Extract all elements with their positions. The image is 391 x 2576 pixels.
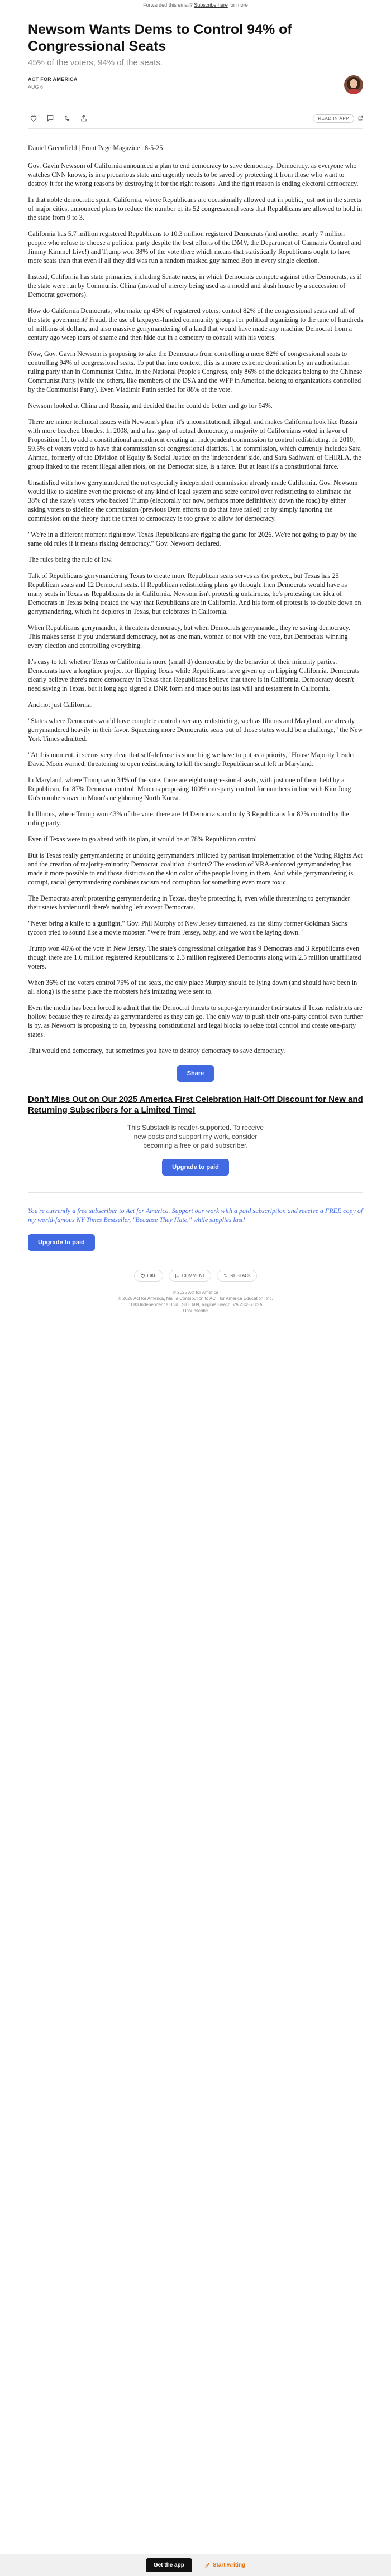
- article-paragraph: The Democrats aren't protesting gerrymandering in Texas, they're protecting it, even while threatening to gerrymander their states harder until there's nothing left except Democrats.: [28, 894, 350, 911]
- email-body: [28, 21, 363, 1314]
- forward-banner: [0, 0, 391, 12]
- legal-line: © 2025 Act for America, Mail a Contribution to ACT for America Education, Inc.: [118, 1296, 273, 1301]
- article-paragraph: When 36% of the voters control 75% of the seats, the only place Murphy should be lying down (and should have been in all along) is the same place the mobsters he's imitating were sent to.: [28, 979, 357, 995]
- get-the-app-button[interactable]: Get the app: [146, 2558, 192, 2572]
- article-paragraph: And not just California.: [28, 701, 93, 709]
- heart-icon: [140, 1273, 145, 1278]
- share-button[interactable]: Share: [177, 1065, 214, 1082]
- article-paragraph: "Never bring a knife to a gunfight," Gov. Phil Murphy of New Jersey threatened, as the slimy former Goldman Sachs tycoon tried to sound like a movie mobster. "We're from Jersey, baby, and we won't be laying down.": [28, 919, 347, 936]
- article-paragraph: There are minor technical issues with Newsom's plan: it's unconstitutional, illegal, and makes California look like Russia with more beached blondes. In 2008, and a last gasp of actual democracy, a majority of Californians voted in favor of Proposition 11, to add a constitutional amendment creating an independent commission to control redistricting. In 2010, 59.5% of voters voted to have that commission set congressional districts. The commission, which currently includes Sara Ahmad, formerly of the Division of Equity & Social Justice on the 'independent' side, and Sara Sadhwani of CHIRLA, the group linked to the recent illegal alien riots, on the Democrat side, is a farce. But at least it's a constitutional farce.: [28, 418, 361, 470]
- upgrade-to-paid-button[interactable]: Upgrade to paid: [162, 1159, 229, 1176]
- upgrade-section: [28, 1234, 363, 1251]
- article-paragraph: How do California Democrats, who make up 45% of registered voters, control 82% of the congressional seats and all of the state government? Fraud, the use of taxpayer-funded community groups for political organizing to the tune of hundreds of millions of dollars, and also massive gerrymandering of a kind that would have made any machine Democrat from a century ago weep tears of shame and then hide out in a cemetery to consult with his voters.: [28, 307, 363, 341]
- article-paragraph: Even if Texas were to go ahead with its plan, it would be at 78% Republican control.: [28, 835, 259, 843]
- subscribe-box-text: This Substack is reader-supported. To receive new posts and support my work, consider becoming a free or paid subscriber.: [127, 1124, 264, 1149]
- footer-like-label: LIKE: [147, 1273, 157, 1278]
- footer-action-bar: [28, 1270, 363, 1282]
- footer-comment-label: COMMENT: [182, 1273, 206, 1278]
- post-action-bar: [28, 108, 363, 129]
- comment-icon: [175, 1273, 180, 1278]
- article-paragraph: "States where Democrats would have complete control over any redistricting, such as Illinois and Maryland, are already gerrymandered heavily in their favor. Squeezing more Democratic seats out of those states would be a challenge," the New York Times admitted.: [28, 717, 363, 743]
- mailing-address: 1083 Independence Blvd., STE 609, Virginia Beach, VA 23455 USA: [128, 1302, 263, 1307]
- footer-like-button[interactable]: [134, 1270, 163, 1282]
- promo-section: [28, 1094, 363, 1176]
- article-dateline: Daniel Greenfield | Front Page Magazine | 8-5-25: [28, 144, 163, 152]
- article-paragraph: In Maryland, where Trump won 34% of the vote, there are eight congressional seats, with just one of them held by a Republican, for 87% Democrat control. Moon is proposing 100% one-party control for numbers in line with Kim Jong Un's numbers over in Moon's neighboring North Korea.: [28, 776, 351, 802]
- legal-footer: [28, 1289, 363, 1314]
- free-subscriber-notice[interactable]: You're currently a free subscriber to Act for America. Support our work with a paid subscription and receive a FREE copy of my world-famous NY Times Bestseller, "Because They Hate," while supplies last!: [28, 1207, 363, 1224]
- upgrade-to-paid-button-secondary[interactable]: Upgrade to paid: [28, 1234, 95, 1251]
- footer-comment-button[interactable]: [169, 1270, 211, 1282]
- share-icon[interactable]: [78, 113, 89, 124]
- copyright-text: © 2025 Act for America: [173, 1290, 218, 1295]
- article-paragraph: Trump won 46% of the vote in New Jersey. The state's congressional delegation has 9 Democrats and 3 Republicans even though there are 1.6 million registered Republicans to 2.3 million registered Democrats along with 2.5 million unaffiliated voters.: [28, 945, 361, 970]
- article-paragraph: It's easy to tell whether Texas or California is more (small d) democratic by the behavior of their minority parties. Democrats have a longtime project for flipping Texas while Republicans have given up on flipping California. Democrats clearly believe there's more democracy in Texas than Republicans believe that there is in California. Democracy doesn't need saving in Texas, but it long ago signed a DNR form and made out its last will and testament in California.: [28, 658, 360, 692]
- article-paragraph: In Illinois, where Trump won 43% of the vote, there are 14 Democrats and only 3 Republicans for 82% control by the ruling party.: [28, 810, 349, 827]
- article-paragraph: The rules being the rule of law.: [28, 556, 113, 564]
- post-title[interactable]: Newsom Wants Dems to Control 94% of Congressional Seats: [28, 22, 292, 54]
- byline: [28, 75, 363, 98]
- footer-restack-button[interactable]: [217, 1270, 257, 1282]
- article-paragraph: But is Texas really gerrymandering or undoing gerrymanders inflicted by partisan implementation of the Voting Rights Act and the creation of majority-minority Democrat 'coalition' districts? The erosion of VRA-enforced gerrymandering has made it more possible to end those districts on the skin color of the people living in them. And while gerrymandering is corrupt, racial gerrymandering combines racism and corruption for something even more toxic.: [28, 851, 363, 886]
- restack-icon[interactable]: [61, 113, 73, 124]
- article-paragraph: Talk of Republicans gerrymandering Texas to create more Republican seats serves as the pretext, but Texas has 25 Republican seats and 12 Democrat seats. If Republican redistricting plans go through, then Democrats would have as many seats in Texas as Republicans do in California. Newsom isn't protesting unfairness, he's protesting the idea of Democrats in Texas being treated the way that Republicans are in California. And his form of protest is to double down on gerrymandering, which he deplores in Texas, but celebrates in California.: [28, 572, 361, 615]
- article-paragraph: In that noble democratic spirit, California, where Republicans are occasionally allowed out in public, just not in the streets of major cities, announced plans to reduce the number of its 52 congressional seats that Republicans are allowed to hold in the state from 9 to 3.: [28, 196, 363, 222]
- footer-restack-label: RESTACK: [230, 1273, 251, 1278]
- restack-icon: [223, 1273, 228, 1278]
- promo-headline-link[interactable]: Don't Miss Out on Our 2025 America First Celebration Half-Off Discount for New and Returning Subscribers for a Limited Time!: [28, 1095, 363, 1115]
- heart-icon[interactable]: [28, 113, 39, 124]
- share-section: [28, 1065, 363, 1082]
- article-paragraph: Gov. Gavin Newsom of California announced a plan to end democracy to save democracy. Democracy, as everyone who watches CNN knows, is in a precarious state and urgently needs to be saved by protecting it from those who want to destroy it for the wrong reasons by destroying it for the right reasons. And the right reason is ending electoral democracy.: [28, 162, 359, 187]
- article-paragraph: California has 5.7 million registered Republicans to 10.3 million registered Democrats (and another nearly 7 million people who refuse to choose a political party despite the best efforts of the DMV, the Department of Cannabis Control and Jimmy Kimmel Live!) and Trump won 38% of the vote there which means that statistically Republicans ought to have more seats than that even if all they did was run a random masked guy named Bob in every single election.: [28, 230, 361, 264]
- start-writing-label: Start writing: [212, 2561, 246, 2568]
- start-writing-button[interactable]: [204, 2562, 245, 2568]
- subscribe-here-link[interactable]: Subscribe here: [194, 2, 228, 8]
- article-paragraph: Instead, California has state primaries, including Senate races, in which Democrats compete against other Democrats, as if the state were run by Communist China (instead of merely being used as a model and slush house by a succession of Democrat governors).: [28, 273, 361, 298]
- article-body: [28, 143, 363, 1055]
- article-paragraph: Even the media has been forced to admit that the Democrat threats to super-gerrymander their states if Texas redistricts are hollow because they're already as gerrymandered as they can go. The only way to push their one-party control even further is by, as Newsom is proposing to do, bypassing constitutional and legal blocks to seize total control and create one-party states.: [28, 1004, 363, 1038]
- forward-text: Forwarded this email?: [143, 2, 193, 8]
- publication-name[interactable]: ACT FOR AMERICA: [28, 76, 78, 82]
- external-link-icon: [357, 115, 363, 121]
- article-paragraph: Newsom looked at China and Russia, and decided that he could do better and go for 94%.: [28, 402, 273, 410]
- read-in-app-label: READ IN APP: [313, 114, 354, 123]
- article-paragraph: That would end democracy, but sometimes you have to destroy democracy to save democracy.: [28, 1047, 285, 1055]
- forward-suffix: for more: [229, 2, 248, 8]
- author-avatar[interactable]: [344, 75, 363, 94]
- article-paragraph: When Republicans gerrymander, it threatens democracy, but when Democrats gerrymander, they're saving democracy. This makes sense if you understand democracy, not as one man, woman or not with one vote, but Democrats winning every election and controlling everything.: [28, 624, 350, 649]
- article-paragraph: "We're in a different moment right now. Texas Republicans are rigging the game for 2026. We're not going to play by the same old rules if it means risking democracy," Gov. Newsom declared.: [28, 531, 357, 547]
- pencil-icon: [204, 2562, 211, 2568]
- bottom-app-bar: [0, 2554, 391, 2576]
- subscribe-box: [28, 1123, 363, 1176]
- article-paragraph: Now, Gov. Gavin Newsom is proposing to take the Democrats from controlling a mere 82% of congressional seats to controlling 94% of congressional seats. To put that into context, this is a more extreme domination by an authoritarian ruling party than in Communist China. In the National People's Congress, only 86% of the delegates belong to the Chinese Communist Party (while the others, like members of the DSA and the WFP in America, belong to organizations controlled by the Communist Party). Even Vladimir Putin settled for 88% of the vote.: [28, 350, 363, 393]
- post-subtitle: 45% of the voters, 94% of the seats.: [28, 58, 163, 68]
- unsubscribe-link[interactable]: Unsubscribe: [183, 1308, 208, 1313]
- article-paragraph: Unsatisfied with how gerrymandered the not especially independent commission already made California, Gov. Newsom would like to sideline even the pretense of any kind of legal system and seize control over redistricting to eliminate the 38% of the state's voters who backed Trump (electorally for now, perhaps more definitively down the road) by either asking voters to sideline the commission (previous Dem efforts to do that have failed) or by simply ignoring the commission on the theory that the threat to democracy is too grave to allow for democracy.: [28, 479, 358, 522]
- read-in-app-button[interactable]: [313, 113, 363, 124]
- divider: [28, 1192, 363, 1193]
- article-paragraph: "At this moment, it seems very clear that self-defense is something we have to put as a priority," House Majority Leader David Moon warned, threatening to open redistricting to kill the single Republican seat left in Maryland.: [28, 751, 355, 768]
- post-date: AUG 6: [28, 84, 44, 90]
- comment-icon[interactable]: [45, 113, 56, 124]
